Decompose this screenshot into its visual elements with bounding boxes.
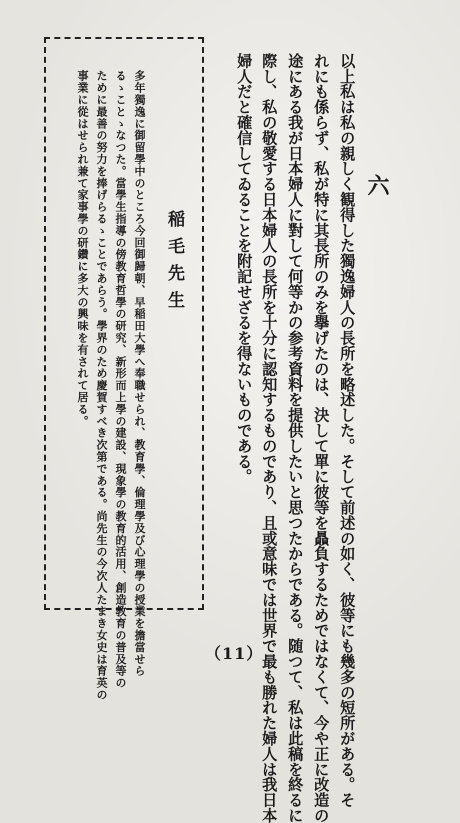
main-text-column-1: 以上私は私の親しく観得した獨逸婦人の長所を略述した。そして前述の如く、彼等にも幾多の短所がある。そ (338, 53, 357, 808)
section-heading: 六 (364, 174, 390, 196)
main-text-column-4: 際し、私の敬愛する日本婦人の長所を十分に認知するものであり、且或意味では世界で最も勝れた婦人は我日本 (260, 53, 279, 823)
box-text-column-2: るゝことゝなつた。當學生指導の傍教育哲學の研究、新形而上學の建設、現象學の教育的活用、創造教育の普及等の (114, 70, 127, 689)
page-number: （11） (205, 644, 264, 663)
box-text-column-4: 事業に從はせられ兼て家事學の研鑽に多大の興味を有されて居る。 (76, 70, 89, 427)
box-title: 稲毛先生 (164, 210, 184, 318)
box-text-column-3: ために最善の努力を捧げらるゝことであらう。學界のため慶賀すべき次第である。尚先生の今次人たまき女史は育英の (95, 70, 108, 701)
main-text-column-3: 途にある我が日本婦人に對して何等かの参考資料を提供したいと思つたからである。随つて、私は此稿を終るに (286, 53, 305, 823)
box-text-column-1: 多年獨逸に御留學中のところ今回御歸朝、早稲田大學へ奉職せられ、教育學、倫理學及び心理學の授業を擔當せら (133, 70, 146, 677)
main-text-column-5: 婦人だと確信してゐることを附記せざるを得ないものである。 (235, 53, 254, 485)
main-text-column-2: れにも係らず、私が特に其長所のみを擧げたのは、決して單に彼等を贔負するためではなくて、今や正に改造の (312, 53, 331, 823)
